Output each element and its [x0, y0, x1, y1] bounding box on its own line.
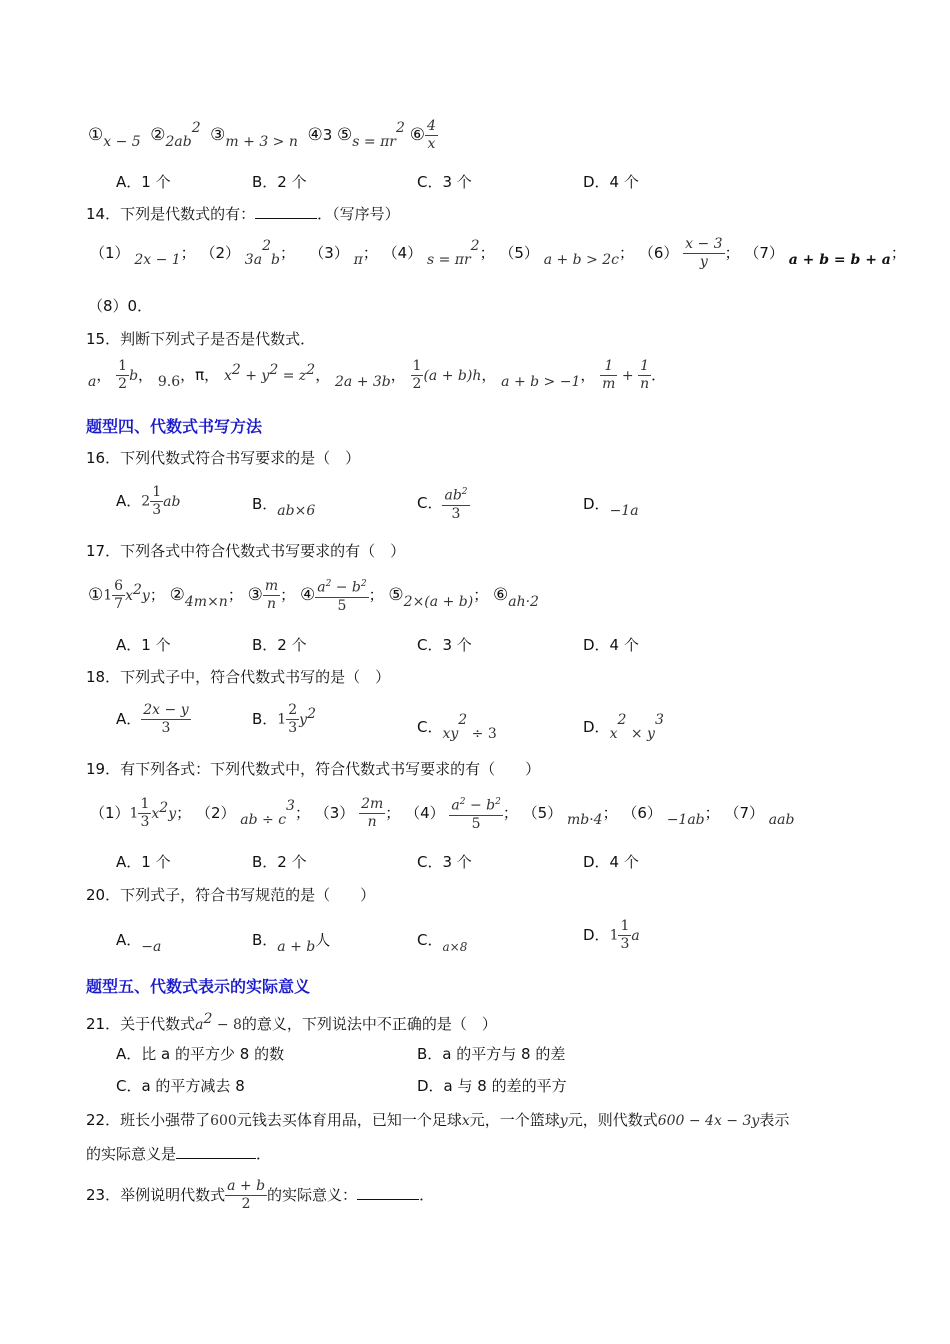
- numerator: 2: [288, 702, 298, 718]
- fraction: [141, 702, 190, 737]
- expr: 2ab: [165, 134, 192, 150]
- exponent: 2: [458, 712, 468, 728]
- unit-text: 人: [315, 931, 331, 949]
- expr: × y: [626, 726, 655, 742]
- expr: s = πr: [426, 252, 471, 268]
- item-marker: ②: [169, 584, 185, 605]
- separator: ；: [385, 803, 401, 822]
- mixed-number: [141, 484, 163, 519]
- q21-option-d[interactable]: D．a 与 8 的差的平方: [417, 1077, 567, 1095]
- q18-option-c[interactable]: [417, 712, 497, 742]
- q23-stem: [86, 1178, 434, 1213]
- q18-option-d[interactable]: [583, 712, 664, 742]
- exponent: 2: [307, 706, 316, 722]
- separator: ，: [138, 366, 154, 384]
- option-label: C．: [417, 931, 443, 949]
- expr: a: [631, 928, 640, 944]
- q18-option-b[interactable]: [252, 702, 316, 737]
- item-marker: ⑤: [337, 125, 353, 145]
- expr: x: [461, 1113, 470, 1129]
- expr: a + b > 2c: [543, 252, 620, 268]
- expr: x − 5: [103, 134, 141, 150]
- separator: ；: [602, 803, 618, 822]
- numerator: 2m: [361, 795, 384, 812]
- expr: ab×6: [277, 503, 316, 519]
- q19-option-c[interactable]: C．3 个: [417, 853, 472, 871]
- expr: s = πr: [352, 134, 396, 150]
- expr: 9.6: [157, 374, 181, 390]
- numerator: 1: [412, 358, 422, 374]
- expr: − 8: [212, 1017, 242, 1033]
- q21-option-a[interactable]: A．比 a 的平方少 8 的数: [116, 1045, 285, 1063]
- question-text: 的实际意义：: [267, 1186, 358, 1204]
- q17-stem: 17．下列各式中符合代数式书写要求的有（ ）: [86, 542, 406, 560]
- section-heading-5: 题型五、代数式表示的实际意义: [86, 977, 311, 996]
- q14-items: [90, 236, 906, 280]
- item-marker: （6）: [622, 803, 662, 822]
- expr: b: [129, 368, 139, 384]
- denominator: n: [267, 595, 277, 612]
- fraction: [683, 236, 724, 271]
- whole-part: 2: [141, 493, 151, 510]
- option-label: B．: [252, 931, 278, 949]
- question-text: 元钱去买体育用品，已知一个足球: [236, 1111, 462, 1129]
- q15-stem: 15．判断下列式子是否是代数式．: [86, 330, 316, 348]
- q22-line-1: [86, 1110, 789, 1131]
- q17-items: [88, 576, 539, 620]
- separator: ；: [362, 244, 378, 262]
- expr: −1a: [609, 503, 639, 519]
- expr: a + b > −1: [501, 374, 581, 390]
- fraction: [442, 484, 469, 523]
- expr: −a: [141, 939, 162, 955]
- fraction: [618, 918, 631, 953]
- denominator: 2: [412, 376, 422, 392]
- answer-blank[interactable]: [255, 203, 317, 219]
- section-heading-4: 题型四、代数式书写方法: [86, 417, 263, 436]
- q17-option-c[interactable]: C．3 个: [417, 636, 472, 654]
- exponent: 2: [231, 362, 241, 378]
- item-marker: （2）: [200, 244, 241, 262]
- fraction: [263, 578, 280, 613]
- item-marker: ⑥: [492, 584, 509, 605]
- option-label: D．: [583, 926, 610, 944]
- fraction: [425, 118, 438, 153]
- q20-stem: 20．下列式子，符合书写规范的是（ ）: [86, 886, 376, 904]
- q22-line-2: [86, 1143, 271, 1164]
- expr: = z: [278, 368, 307, 384]
- separator: ，: [315, 366, 331, 384]
- separator: ，: [96, 366, 112, 384]
- question-text: 14．下列是代数式的有：: [86, 205, 256, 223]
- option-label: C．: [417, 718, 443, 736]
- option-label: B．: [252, 710, 278, 728]
- denominator: 2: [241, 1196, 251, 1212]
- exponent: 2: [191, 120, 201, 136]
- question-text: 21．关于代数式: [86, 1015, 196, 1033]
- period: ．: [256, 1145, 272, 1163]
- q16-option-b[interactable]: [252, 494, 316, 519]
- q21-option-c[interactable]: C．a 的平方减去 8: [116, 1077, 245, 1095]
- q19-stem: 19．有下列各式：下列代数式中，符合代数式书写要求的有（ ）: [86, 760, 541, 778]
- numerator: 1: [152, 484, 162, 500]
- numerator: 2x − y: [143, 702, 189, 718]
- q19-items: [90, 794, 794, 838]
- expr: y: [559, 1113, 568, 1129]
- question-text: 的意义，下列说法中不正确的是（ ）: [241, 1015, 497, 1033]
- numerator: 1: [638, 358, 651, 376]
- expr: x: [609, 726, 618, 742]
- item-marker: （4）: [405, 803, 445, 822]
- expr: 4m×n: [184, 593, 228, 610]
- denominator: n: [640, 376, 650, 392]
- exponent: 2: [495, 797, 501, 807]
- separator: ；: [279, 244, 295, 262]
- item-marker: ⑤: [388, 584, 404, 605]
- q16-option-d[interactable]: [583, 494, 639, 519]
- item-marker: ③: [210, 125, 226, 145]
- expr: −1ab: [666, 811, 705, 828]
- item-marker: ③: [247, 584, 263, 605]
- q19-option-a[interactable]: A．1 个: [116, 853, 171, 871]
- separator: ；: [890, 244, 906, 262]
- q20-option-b[interactable]: [252, 930, 331, 955]
- whole-part: 1: [103, 587, 113, 604]
- expr: ab: [163, 494, 181, 510]
- denominator: n: [367, 813, 377, 830]
- denominator: 3: [140, 813, 150, 830]
- q16-option-c[interactable]: [417, 484, 470, 523]
- item-marker: ②: [150, 125, 166, 145]
- denominator: 3: [451, 505, 461, 522]
- item-marker: ①: [88, 584, 104, 605]
- question-text: 22．班长小强带了: [86, 1111, 211, 1129]
- q18-stem: 18．下列式子中，符合代数式书写的是（ ）: [86, 668, 391, 686]
- fraction: [286, 702, 299, 737]
- exponent: 2: [459, 797, 466, 807]
- q21-stem: [86, 1009, 497, 1035]
- denominator: 3: [152, 502, 162, 518]
- numerator: 1: [620, 918, 630, 934]
- expr: m + 3 > n: [225, 134, 298, 150]
- q20-option-d[interactable]: [583, 918, 640, 953]
- exponent: 2: [395, 120, 405, 136]
- expr: 3a: [244, 252, 263, 268]
- fraction: [225, 1178, 267, 1213]
- mixed-number: [277, 702, 299, 737]
- separator: ，: [390, 366, 406, 384]
- q20-option-c[interactable]: [417, 930, 468, 954]
- separator: ；: [227, 585, 243, 604]
- separator: ，: [180, 366, 196, 384]
- numerator: − b: [465, 797, 496, 814]
- fraction: [315, 576, 368, 615]
- expr: a + b = b + a: [788, 252, 891, 268]
- question-text: 的实际意义是: [86, 1145, 177, 1163]
- item-marker: （3）: [309, 244, 349, 262]
- exponent: 3: [654, 712, 664, 728]
- numerator: 1: [140, 795, 150, 812]
- exponent: 2: [325, 579, 332, 589]
- q13-option-c[interactable]: C．3 个: [417, 173, 472, 191]
- exponent: 2: [461, 487, 468, 497]
- item-marker: （1）: [90, 803, 130, 822]
- q19-option-d[interactable]: D．4 个: [583, 853, 639, 871]
- q17-option-a[interactable]: A．1 个: [116, 636, 171, 654]
- separator: ；: [180, 244, 196, 262]
- expr: π: [195, 366, 205, 384]
- question-text: 23．举例说明代数式: [86, 1186, 226, 1204]
- separator: ；: [149, 585, 165, 604]
- denominator: 5: [471, 815, 481, 832]
- exponent: 3: [286, 797, 295, 814]
- item-marker: （5）: [522, 803, 563, 822]
- expr: ÷ 3: [467, 726, 497, 742]
- item-marker: ④: [307, 125, 323, 145]
- fraction: [116, 358, 129, 393]
- question-text: 元，一个篮球: [469, 1111, 560, 1129]
- q14-item-8: （8）0．: [88, 297, 153, 315]
- fraction: [411, 358, 424, 393]
- fraction: [138, 796, 151, 831]
- item-marker: ①: [88, 125, 104, 145]
- denominator: 3: [620, 936, 630, 952]
- separator: ；: [280, 585, 296, 604]
- numerator: 6: [114, 577, 124, 594]
- denominator: y: [699, 254, 708, 270]
- separator: ，: [580, 366, 596, 384]
- q13-option-b[interactable]: B．2 个: [252, 173, 307, 191]
- expr: (a + b)h: [423, 368, 482, 384]
- item-marker: （7）: [724, 803, 764, 822]
- numerator: 1: [118, 358, 128, 374]
- expr: 600 − 4x − 3y: [657, 1113, 760, 1129]
- exponent: 2: [617, 712, 627, 728]
- question-text: 表示: [759, 1111, 790, 1129]
- operator: +: [617, 368, 639, 384]
- separator: ；: [724, 244, 740, 262]
- numerator: x − 3: [685, 236, 723, 252]
- q17-option-b[interactable]: B．2 个: [252, 636, 307, 654]
- q20-option-a[interactable]: [116, 930, 162, 955]
- expr: a: [195, 1017, 204, 1033]
- expr: a×8: [442, 940, 468, 954]
- expr: x: [151, 805, 160, 822]
- option-label: A．: [116, 492, 142, 510]
- expr: y: [299, 712, 308, 728]
- fraction: [112, 578, 125, 613]
- period: ．: [651, 366, 667, 384]
- exponent: 2: [360, 579, 367, 589]
- period: ．: [419, 1186, 435, 1204]
- exponent: 2: [262, 238, 271, 254]
- expr: ah·2: [508, 593, 539, 610]
- q13-option-a[interactable]: A．1 个: [116, 173, 171, 191]
- denominator: x: [427, 136, 436, 152]
- item-marker: （2）: [195, 803, 236, 822]
- exponent: 2: [159, 799, 169, 816]
- fraction: [449, 794, 502, 833]
- mixed-number: [103, 578, 125, 613]
- separator: ；: [473, 585, 489, 604]
- separator: ；: [502, 803, 518, 822]
- expr: 2x − 1: [134, 252, 181, 268]
- q14-stem: [86, 203, 400, 224]
- separator: ；: [176, 803, 192, 822]
- separator: ，: [481, 366, 497, 384]
- question-text: 元，则代数式: [567, 1111, 658, 1129]
- separator: ；: [704, 803, 720, 822]
- whole-part: 1: [129, 805, 139, 822]
- q21-option-b[interactable]: B．a 的平方与 8 的差: [417, 1045, 566, 1063]
- numerator: a + b: [227, 1178, 266, 1194]
- expr: 2×(a + b): [403, 593, 474, 610]
- expr: x: [223, 368, 232, 384]
- item-marker: （3）: [314, 803, 355, 822]
- expr: a: [88, 374, 97, 390]
- q18-option-a[interactable]: [116, 702, 191, 737]
- item-marker: （4）: [382, 244, 423, 262]
- denominator: 3: [288, 720, 298, 736]
- mixed-number: [130, 796, 152, 831]
- fraction: [600, 358, 617, 393]
- exponent: 2: [470, 238, 480, 254]
- numerator: − b: [331, 579, 361, 596]
- numerator: 4: [426, 118, 436, 134]
- numerator: m: [264, 577, 279, 594]
- item-marker: （7）: [744, 244, 784, 262]
- denominator: m: [602, 376, 616, 392]
- expr: 3: [322, 126, 333, 144]
- expr: a + b: [277, 939, 316, 955]
- denominator: 7: [114, 595, 124, 612]
- option-label: B．: [252, 495, 278, 513]
- exponent: 2: [269, 362, 279, 378]
- item-marker: （5）: [499, 244, 539, 262]
- q17-option-d[interactable]: D．4 个: [583, 636, 639, 654]
- expr: ab ÷ c: [240, 811, 287, 828]
- denominator: 5: [337, 597, 347, 614]
- numerator: ab: [444, 487, 462, 504]
- separator: ；: [619, 244, 635, 262]
- q16-stem: 16．下列代数式符合书写要求的是（ ）: [86, 449, 361, 467]
- fraction: [638, 358, 651, 393]
- expr: b: [270, 252, 280, 268]
- item-marker: （6）: [638, 244, 679, 262]
- exponent: 2: [306, 362, 316, 378]
- option-label: C．: [417, 493, 443, 512]
- whole-part: 1: [277, 711, 287, 728]
- q13-option-d[interactable]: D．4 个: [583, 173, 639, 191]
- numerator: 1: [600, 358, 617, 376]
- option-label: A．: [116, 931, 142, 949]
- expr: mb·4: [566, 811, 603, 828]
- fraction: [359, 796, 385, 831]
- exponent: 2: [203, 1011, 213, 1027]
- fraction: [150, 484, 163, 519]
- option-label: D．: [583, 495, 610, 513]
- expr: 2a + 3b: [334, 374, 391, 390]
- expr: 600: [210, 1113, 237, 1129]
- item-marker: ⑥: [409, 125, 425, 145]
- separator: ；: [479, 244, 495, 262]
- mixed-number: [610, 918, 632, 953]
- separator: ；: [294, 803, 310, 822]
- answer-blank[interactable]: [176, 1143, 256, 1159]
- q16-option-a[interactable]: [116, 484, 180, 524]
- separator: ，: [204, 366, 220, 384]
- expr: xy: [442, 726, 459, 742]
- expr: x: [125, 587, 133, 604]
- denominator: 2: [118, 376, 128, 392]
- item-marker: （1）: [90, 244, 130, 262]
- option-label: A．: [116, 710, 142, 728]
- q15-items: [88, 358, 666, 402]
- expr: y: [168, 805, 177, 822]
- answer-blank[interactable]: [357, 1184, 419, 1200]
- expr: + y: [240, 368, 270, 384]
- exponent: 2: [133, 581, 142, 598]
- numerator: a: [317, 579, 326, 596]
- separator: ；: [368, 585, 384, 604]
- whole-part: 1: [609, 927, 619, 944]
- denominator: 3: [161, 720, 171, 736]
- option-label: D．: [583, 718, 610, 736]
- numerator: a: [451, 797, 460, 814]
- expr: aab: [768, 811, 795, 828]
- q19-option-b[interactable]: B．2 个: [252, 853, 307, 871]
- q13-items: [88, 118, 438, 158]
- expr: π: [353, 252, 363, 268]
- item-marker: ④: [299, 584, 316, 605]
- question-text: ．（写序号）: [317, 205, 400, 223]
- expr: y: [141, 587, 150, 604]
